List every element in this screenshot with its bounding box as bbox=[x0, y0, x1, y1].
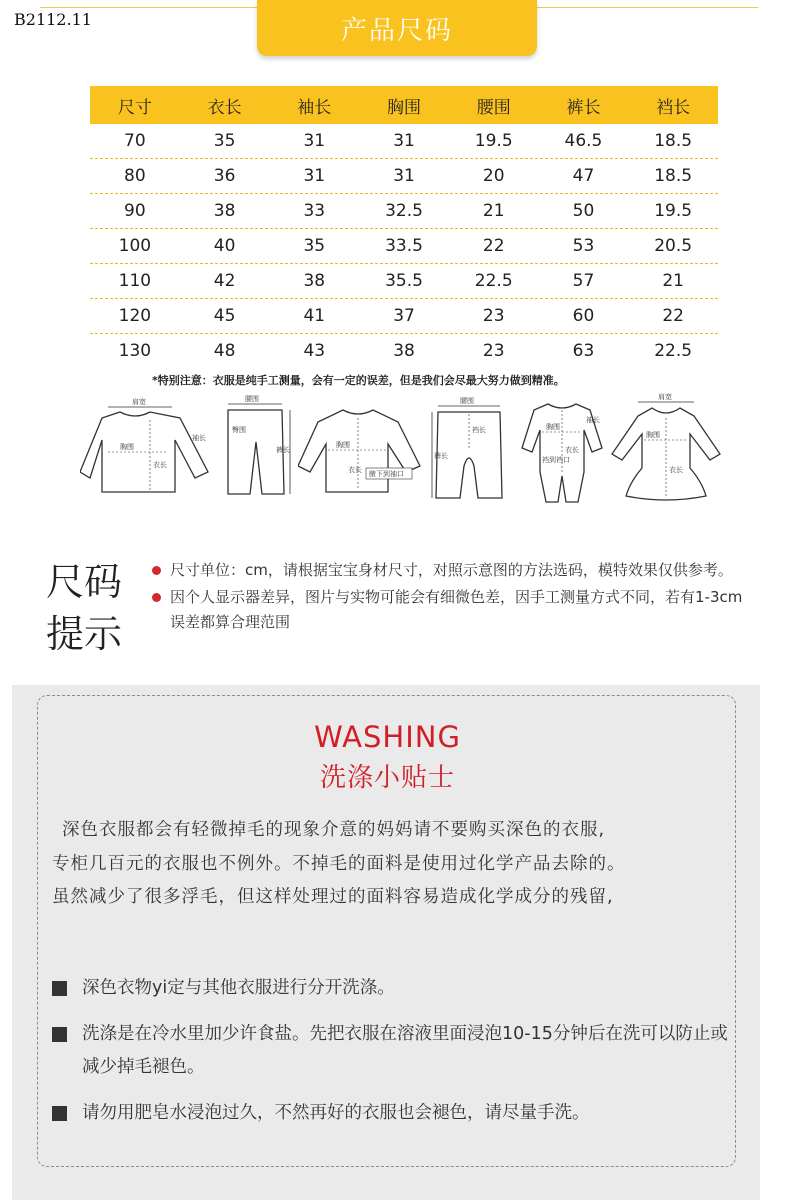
red-dot-icon bbox=[152, 566, 161, 575]
pants2-rise-label: 裆长 bbox=[472, 426, 486, 434]
table-cell: 31 bbox=[303, 166, 326, 186]
washing-bullet-text: 洗涤是在冷水里加少许食盐。先把衣服在溶液里面浸泡10-15分钟后在洗可以防止或减少掉毛褪色。 bbox=[82, 1024, 728, 1077]
washing-bullet-text: 请勿用肥皂水浸泡过久，不然再好的衣服也会褪色，请尽量手洗。 bbox=[82, 1103, 590, 1123]
table-cell: 110 bbox=[118, 271, 152, 291]
table-cell: 120 bbox=[118, 306, 152, 326]
table-cell: 43 bbox=[303, 341, 326, 361]
tip-item bbox=[152, 585, 752, 635]
washing-title-en: WASHING bbox=[314, 720, 461, 754]
table-cell: 23 bbox=[482, 306, 505, 326]
table-row bbox=[90, 159, 718, 194]
tee-diagram bbox=[80, 392, 210, 502]
tips-heading-line2: 提示 bbox=[46, 612, 123, 656]
product-code: B2112.11 bbox=[14, 10, 92, 29]
dress-length-label: 衣长 bbox=[669, 466, 683, 474]
tee-chest-label: 胸围 bbox=[120, 443, 134, 451]
table-cell: 23 bbox=[482, 341, 505, 361]
table-cell: 22 bbox=[482, 236, 505, 256]
washing-bullet bbox=[52, 1097, 732, 1130]
washing-bullet bbox=[52, 1018, 732, 1084]
size-title: 产品尺码 bbox=[340, 15, 453, 46]
header-cell: 尺寸 bbox=[117, 97, 152, 118]
measurement-note: *特别注意：衣服是纯手工测量，会有一定的误差，但是我们会尽最大努力做到精准。 bbox=[152, 374, 565, 387]
table-cell: 35 bbox=[303, 236, 326, 256]
header-cell: 裤长 bbox=[566, 97, 601, 118]
header-cell: 腰围 bbox=[476, 97, 511, 118]
table-cell: 19.5 bbox=[654, 201, 693, 221]
romper-crotch-label: 裆到裆口 bbox=[542, 456, 570, 464]
square-bullet-icon bbox=[52, 1027, 67, 1042]
header-cell: 袖长 bbox=[297, 97, 332, 118]
table-cell: 31 bbox=[393, 131, 415, 151]
table-cell: 21 bbox=[482, 201, 505, 221]
table-cell: 38 bbox=[393, 341, 415, 361]
romper-length-label: 衣长 bbox=[565, 446, 579, 454]
table-cell: 60 bbox=[572, 306, 595, 326]
table-cell: 37 bbox=[393, 306, 415, 326]
tip-text: 尺寸单位：cm，请根据宝宝身材尺寸，对照示意图的方法选码，模特效果仅供参考。 bbox=[170, 561, 733, 579]
table-cell: 18.5 bbox=[654, 131, 693, 151]
table-cell: 31 bbox=[303, 131, 326, 151]
table-cell: 35.5 bbox=[385, 271, 423, 291]
table-cell: 36 bbox=[213, 166, 236, 186]
pants-diagram-2 bbox=[428, 392, 510, 504]
table-cell: 130 bbox=[118, 341, 152, 361]
table-cell: 33 bbox=[303, 201, 326, 221]
paragraph-line: 虽然减少了很多浮毛，但这样处理过的面料容易造成化学成分的残留, bbox=[52, 887, 614, 907]
table-row bbox=[90, 194, 718, 229]
header-cell: 胸围 bbox=[387, 97, 422, 118]
table-cell: 50 bbox=[572, 201, 595, 221]
table-cell: 57 bbox=[572, 271, 595, 291]
tee-length-label: 衣长 bbox=[153, 461, 167, 469]
paragraph-line: 专柜几百元的衣服也不例外。不掉毛的面料是使用过化学产品去除的。 bbox=[52, 853, 626, 874]
table-row bbox=[90, 124, 718, 159]
washing-paragraph bbox=[52, 814, 732, 915]
washing-bullet bbox=[52, 972, 732, 1005]
table-cell: 47 bbox=[572, 166, 595, 186]
size-table-header bbox=[90, 86, 718, 124]
washing-bullets bbox=[52, 972, 732, 1143]
table-cell: 48 bbox=[213, 341, 236, 361]
pants2-waist-label: 腰围 bbox=[460, 397, 474, 405]
table-cell: 19.5 bbox=[474, 131, 513, 151]
dress-shoulder-label: 肩宽 bbox=[658, 393, 672, 401]
table-cell: 46.5 bbox=[564, 131, 603, 151]
table-cell: 33.5 bbox=[385, 236, 423, 256]
table-row bbox=[90, 334, 718, 368]
table-cell: 21 bbox=[662, 271, 684, 291]
romper-diagram bbox=[518, 392, 606, 506]
tee-sleeve-label: 袖长 bbox=[192, 434, 206, 442]
table-cell: 80 bbox=[124, 166, 146, 186]
table-cell: 20.5 bbox=[654, 236, 693, 256]
size-table bbox=[90, 86, 718, 368]
pants2-length-label: 裤长 bbox=[434, 452, 448, 460]
table-cell: 40 bbox=[213, 236, 236, 256]
pants-diagram bbox=[220, 392, 295, 502]
garment-diagrams bbox=[70, 392, 730, 517]
raglan-chest-label: 胸围 bbox=[336, 441, 350, 449]
tips-heading-line1: 尺码 bbox=[46, 560, 123, 604]
tip-text: 因个人显示器差异，图片与实物可能会有细微色差，因手工测量方式不同，若有1-3cm误差都算合理范围 bbox=[170, 588, 743, 631]
size-tips-list bbox=[152, 558, 752, 637]
square-bullet-icon bbox=[52, 1106, 67, 1121]
pants-length-label: 裤长 bbox=[276, 446, 290, 454]
table-cell: 22.5 bbox=[474, 271, 513, 291]
header-cell: 衣长 bbox=[207, 97, 242, 118]
table-cell: 45 bbox=[213, 306, 236, 326]
romper-chest-label: 胸围 bbox=[546, 423, 560, 431]
table-row bbox=[90, 229, 718, 264]
size-tips-heading bbox=[46, 556, 136, 660]
washing-bullet-text: 深色衣物yi定与其他衣服进行分开洗涤。 bbox=[82, 978, 395, 998]
tee-shoulder-label: 肩宽 bbox=[132, 398, 146, 406]
table-cell: 53 bbox=[572, 236, 595, 256]
dress-chest-label: 胸围 bbox=[646, 431, 660, 439]
table-cell: 35 bbox=[213, 131, 236, 151]
table-cell: 38 bbox=[213, 201, 236, 221]
size-title-tab bbox=[257, 0, 537, 56]
raglan-length-label: 衣长 bbox=[348, 466, 362, 474]
table-cell: 70 bbox=[124, 131, 146, 151]
table-cell: 31 bbox=[393, 166, 415, 186]
paragraph-line: 深色衣服都会有轻微掉毛的现象介意的妈妈请不要购买深色的衣服, bbox=[62, 820, 606, 840]
table-cell: 90 bbox=[124, 201, 146, 221]
table-cell: 32.5 bbox=[385, 201, 423, 221]
header-cell: 裆长 bbox=[656, 97, 691, 118]
red-dot-icon bbox=[152, 593, 161, 602]
table-cell: 38 bbox=[303, 271, 326, 291]
table-row bbox=[90, 299, 718, 334]
square-bullet-icon bbox=[52, 981, 67, 996]
table-cell: 20 bbox=[482, 166, 505, 186]
table-cell: 41 bbox=[303, 306, 326, 326]
table-row bbox=[90, 264, 718, 299]
table-cell: 100 bbox=[118, 236, 152, 256]
romper-sleeve-label: 袖长 bbox=[586, 416, 600, 424]
tip-item bbox=[152, 558, 752, 583]
table-cell: 63 bbox=[572, 341, 595, 361]
pants-hip-label: 臀围 bbox=[232, 426, 246, 434]
table-cell: 22.5 bbox=[654, 341, 693, 361]
pants-waist-label: 腰围 bbox=[245, 395, 259, 403]
table-cell: 22 bbox=[662, 306, 684, 326]
table-cell: 18.5 bbox=[654, 166, 693, 186]
washing-title-zh: 洗涤小贴士 bbox=[319, 763, 455, 793]
raglan-underarm-label: 腋下到袖口 bbox=[369, 470, 404, 478]
raglan-diagram bbox=[298, 392, 423, 502]
dress-diagram bbox=[610, 392, 722, 504]
table-cell: 42 bbox=[213, 271, 236, 291]
